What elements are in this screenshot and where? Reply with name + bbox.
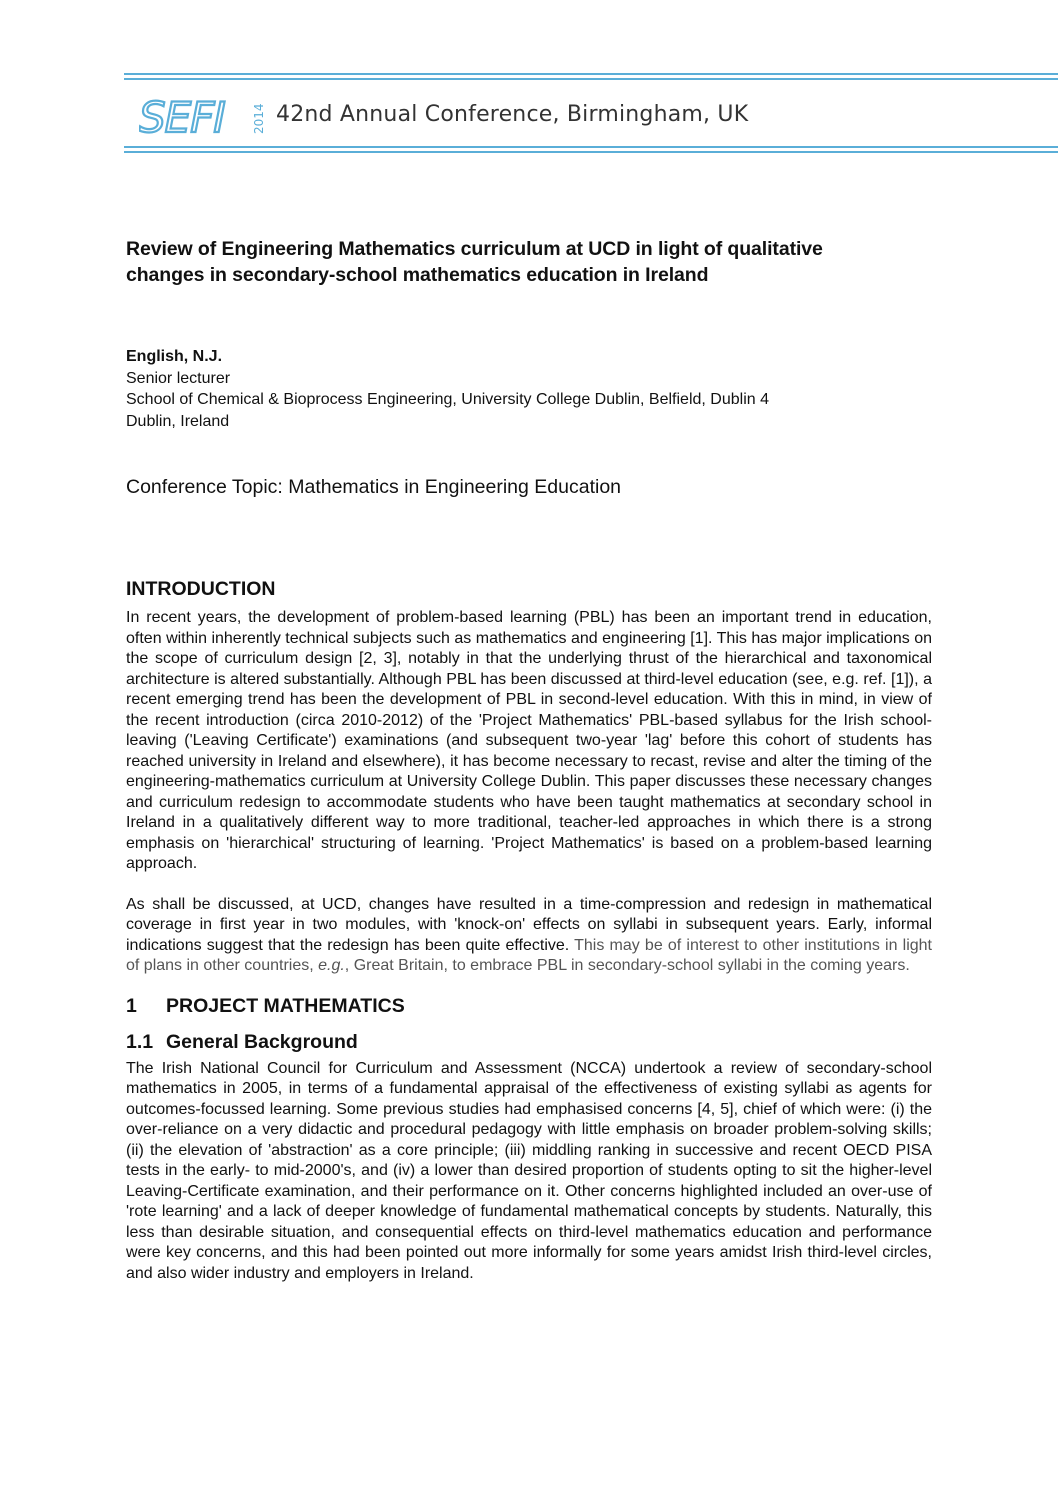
author-role: Senior lecturer <box>126 369 231 387</box>
section-1-1-title: General Background <box>166 1030 358 1053</box>
paper-title-line2: changes in secondary-school mathematics education in Ireland <box>126 264 709 286</box>
intro-heading: INTRODUCTION <box>126 578 276 600</box>
sefi-logo-text: SEFI <box>139 94 225 138</box>
section-1-1-heading <box>126 1029 932 1055</box>
conference-title: 42nd Annual Conference, Birmingham, UK <box>276 102 749 127</box>
section-1-1-paragraph-1: The Irish National Council for Curriculum and Assessment (NCCA) undertook a review of secondary-school mathematics in 2005, in terms of a fundamental appraisal of the effectiveness of existing syllabi as agents for outcomes-focussed learning. Some previous studies had emphasised concerns [4, 5], chief of which were: (i) the over-reliance on a very didactic and procedural pedagogy with little emphasis on broader problem-solving skills; (ii) the elevation of 'abstraction' as a core principle; (iii) middling ranking in successive and recent OECD PISA tests in the early- to mid-2000's, and (iv) a lower than desired proportion of students opting to sit the higher-level Leaving-Certificate examination, and their performance on it. Other concerns highlighted included an over-use of 'rote learning' and a lack of deeper knowledge of fundamental mathematical concepts by students. Naturally, this less than desirable situation, and consequential effects on third-level mathematics education and performance were key concerns, and this had been pointed out more informally for some years amidst Irish third-level circles, and also wider industry and employers in Ireland. <box>126 1059 932 1282</box>
section-1-number: 1 <box>126 994 137 1017</box>
author-affiliation: School of Chemical & Bioprocess Engineering, University College Dublin, Belfield, Dublin 4 <box>126 391 769 408</box>
header-rule-top-2 <box>124 78 1058 80</box>
author-name: English, N.J. <box>126 348 223 365</box>
intro-p2-grey-a: This may be of interest to other institutions in light of plans in other countries, <box>126 936 932 974</box>
section-1-heading <box>126 993 932 1019</box>
author-block <box>126 346 932 432</box>
sefi-logo <box>139 94 269 138</box>
paper-title-line1: Review of Engineering Mathematics curriculum at UCD in light of qualitative <box>126 238 823 260</box>
conference-topic: Conference Topic: Mathematics in Engineering Education <box>126 476 622 498</box>
intro-paragraph-2 <box>126 895 932 977</box>
paper-title <box>126 236 932 288</box>
paper-body <box>126 236 932 1284</box>
section-1-title: PROJECT MATHEMATICS <box>166 994 405 1017</box>
intro-paragraph-1: In recent years, the development of problem-based learning (PBL) has been an important trend in education, often within inherently technical subjects such as mathematics and engineering [1]. This has major implications on the scope of curriculum design [2, 3], notably in that the underlying thrust of the hierarchical and taxonomical architecture is altered substantially. Although PBL has been discussed at third-level education (see, e.g. ref. [1]), a recent emerging trend has been the development of PBL in second-level education. With this in mind, in view of the recent introduction (circa 2010-2012) of the 'Project Mathematics' PBL-based syllabus for the Irish school-leaving ('Leaving Certificate') examinations (and subsequent two-year 'lag' before this cohort of students has reached university in Ireland and elsewhere), it has become necessary to recast, revise and alter the timing of the engineering-mathematics curriculum at University College Dublin. This paper discusses these necessary changes and curriculum redesign to accommodate students who have been taught mathematics at secondary school in Ireland in a qualitatively different way to more traditional, teacher-led approaches in which there is a strong emphasis on 'hierarchical' structuring of learning. 'Project Mathematics' is based on a problem-based learning approach. <box>126 609 932 872</box>
header-rule-top-1 <box>124 73 1058 75</box>
section-1-1-number: 1.1 <box>126 1030 154 1053</box>
header-rule-bottom-2 <box>124 151 1058 153</box>
header-rule-bottom-1 <box>124 146 1058 148</box>
intro-p2-grey-b: , Great Britain, to embrace PBL in secondary-school syllabi in the coming years. <box>344 957 910 974</box>
intro-p2-main: As shall be discussed, at UCD, changes have resulted in a time-compression and redesign in mathematical coverage in first year in two modules, with 'knock-on' effects on syllabi in subsequent years. Early, informal indications suggest that the redesign has been quite effective. <box>126 895 932 954</box>
sefi-logo-year: 2014 <box>252 103 266 134</box>
intro-p2-grey-eg: e.g. <box>318 957 345 974</box>
author-location: Dublin, Ireland <box>126 412 230 430</box>
